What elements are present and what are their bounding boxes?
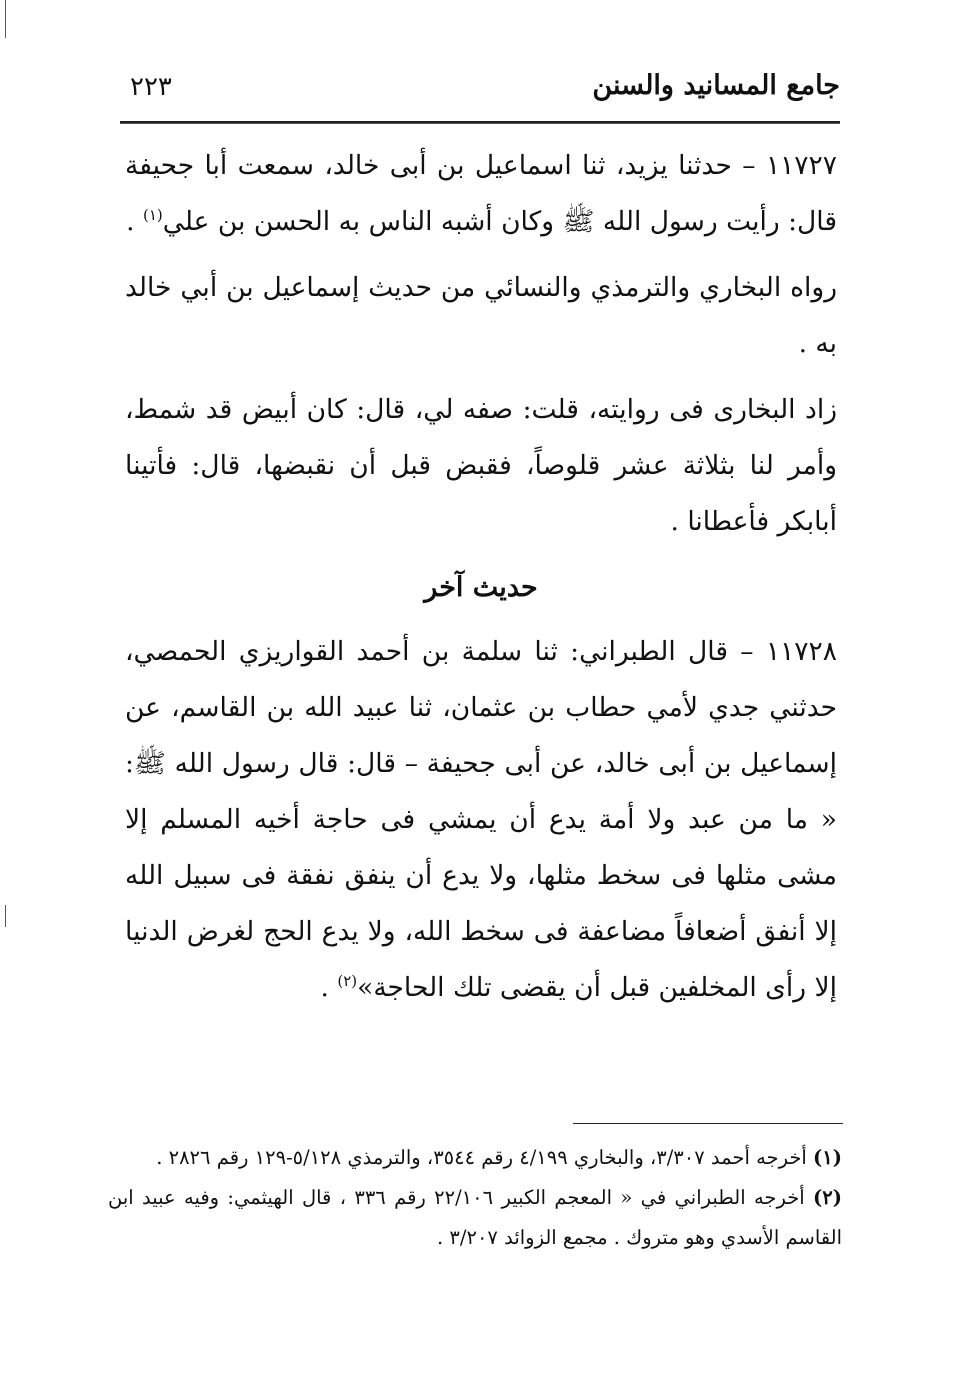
footnote-ref-2: (٢) <box>337 972 358 991</box>
footnote-number: (٢) <box>813 1186 842 1209</box>
hadith-11728 <box>125 624 837 1016</box>
footnote-rule <box>573 1123 843 1124</box>
para-end-mark: . <box>126 206 135 237</box>
narration-note: رواه البخاري والترمذي والنسائي من حديث إسماعيل بن أبي خالد به . <box>125 272 837 359</box>
scan-edge-mark <box>5 0 6 38</box>
main-text <box>125 138 837 1026</box>
footnote-2 <box>108 1178 842 1258</box>
section-heading: حديث آخر <box>424 572 538 603</box>
footnotes <box>108 1138 842 1258</box>
footnote-text: أخرجه أحمد ٣/٣٠٧، والبخاري ٤/١٩٩ رقم ٣٥٤٤، والترمذي ٥/١٢٨-١٢٩ رقم ٢٨٢٦ . <box>156 1146 807 1169</box>
footnote-text: أخرجه الطبراني في « المعجم الكبير ٢٢/١٠٦ رقم ٣٣٦ ، قال الهيثمي: وفيه عبيد ابن القاسم الأسدي وهو متروك . مجمع الزوائد ٣/٢٠٧ . <box>108 1186 842 1249</box>
bukhari-addition: زاد البخارى فى روايته، قلت: صفه لي، قال: كان أبيض قد شمط، وأمر لنا بثلاثة عشر قلوصاً، فقبض قبل أن نقبضها، قال: فأتينا أبابكر فأعطانا . <box>125 394 837 537</box>
footnote-number: (١) <box>813 1146 842 1169</box>
footnote-1 <box>108 1138 842 1178</box>
page-number: ٢٢٣ <box>130 72 172 102</box>
scan-edge-mark <box>5 905 6 927</box>
hadith-11727 <box>125 138 837 250</box>
hadith-11727-text: ١١٧٢٧ – حدثنا يزيد، ثنا اسماعيل بن أبى خالد، سمعت أبا جحيفة قال: رأيت رسول الله ﷺ وكان أشبه الناس به الحسن بن علي <box>125 150 837 237</box>
footnote-ref-1: (١) <box>142 206 163 225</box>
running-title: جامع المسانيد والسنن <box>592 70 840 101</box>
hadith-11728-text: ١١٧٢٨ – قال الطبراني: ثنا سلمة بن أحمد القواريزي الحمصي، حدثني جدي لأمي حطاب بن عثمان، ثنا عبيد الله بن القاسم، عن إسماعيل بن أبى خالد، عن أبى جحيفة – قال: قال رسول الله ﷺ: « ما من عبد ولا أمة يدع أن يمشي فى حاجة أخيه المسلم إلا مشى مثلها فى سخط مثلها، ولا يدع أن ينفق نفقة فى سبيل الله إلا أنفق أضعافاً مضاعفة فى سخط الله، ولا يدع الحج لغرض الدنيا إلا رأى المخلفين قبل أن يقضى تلك الحاجة» <box>125 636 837 1003</box>
header-rule <box>120 121 840 124</box>
para-end-mark: . <box>320 972 329 1003</box>
